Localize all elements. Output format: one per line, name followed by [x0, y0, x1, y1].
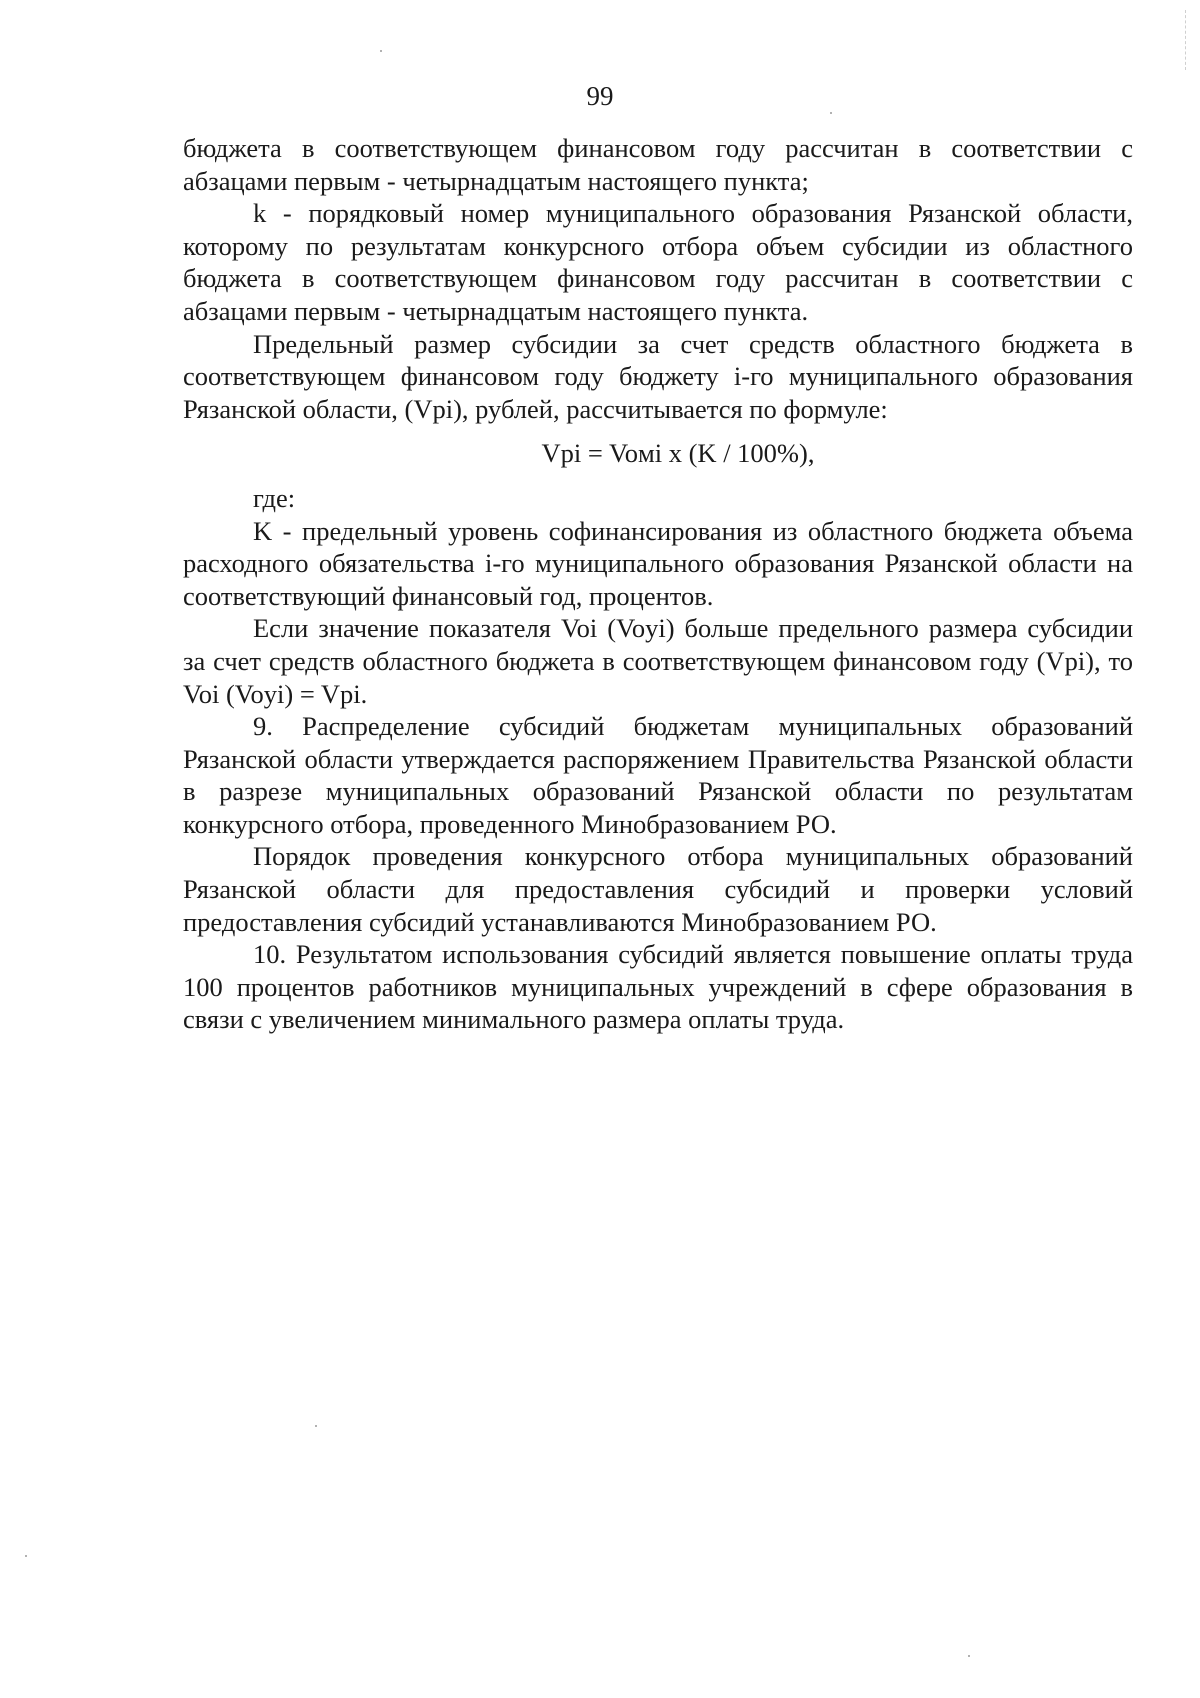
scan-speck: [25, 1555, 27, 1557]
paragraph-if-value: Если значение показателя Voi (Voyi) больше предельного размера субсидии за счет средств областного бюджета в соответствующем финансовом году (Vpi), то Voi (Voyi) = Vpi.: [183, 613, 1133, 709]
paragraph-item-9: 9. Распределение субсидий бюджетам муниципальных образований Рязанской области утверждается распоряжением Правительства Рязанской области в разрезе муниципальных образований Рязанской области по результатам конкурсного отбора, проведенного Минобразованием РО.: [183, 711, 1133, 839]
scan-speck: [380, 50, 382, 52]
paragraph-continuation: бюджета в соответствующем финансовом году рассчитан в соответствии с абзацами первым - четырнадцатым настоящего пункта;: [183, 133, 1133, 196]
paragraph-where: где:: [253, 482, 296, 513]
paragraph-k-level: K - предельный уровень софинансирования из областного бюджета объема расходного обязательства i-го муниципального образования Рязанской области на соответствующий финансовый год, процентов.: [183, 515, 1133, 611]
scan-speck: [968, 1655, 970, 1657]
scan-speck: [315, 1425, 317, 1427]
paragraph-selection-procedure: Порядок проведения конкурсного отбора муниципальных образований Рязанской области для предоставления субсидий и проверки условий предоставления субсидий устанавливаются Минобразованием РО.: [183, 841, 1133, 937]
paragraph-limit-size: Предельный размер субсидии за счет средств областного бюджета в соответствующем финансовом году бюджету i-го муниципального образования Рязанской области, (Vpi), рублей, рассчитывается по формуле:: [183, 328, 1133, 424]
formula: Vpi = Voмi x (K / 100%),: [541, 438, 815, 469]
scan-speck: [830, 112, 832, 114]
scan-edge-mark: [1182, 10, 1186, 70]
paragraph-k-definition: k - порядковый номер муниципального образования Рязанской области, которому по результатам конкурсного отбора объем субсидии из областного бюджета в соответствующем финансовом году рассчитан в соответствии с абзацами первым - четырнадцатым настоящего пункта.: [183, 198, 1133, 326]
page-number: 99: [586, 81, 614, 111]
document-body: [183, 132, 1133, 1036]
paragraph-item-10: 10. Результатом использования субсидий является повышение оплаты труда 100 процентов работников муниципальных учреждений в сфере образования в связи с увеличением минимального размера оплаты труда.: [183, 939, 1133, 1035]
